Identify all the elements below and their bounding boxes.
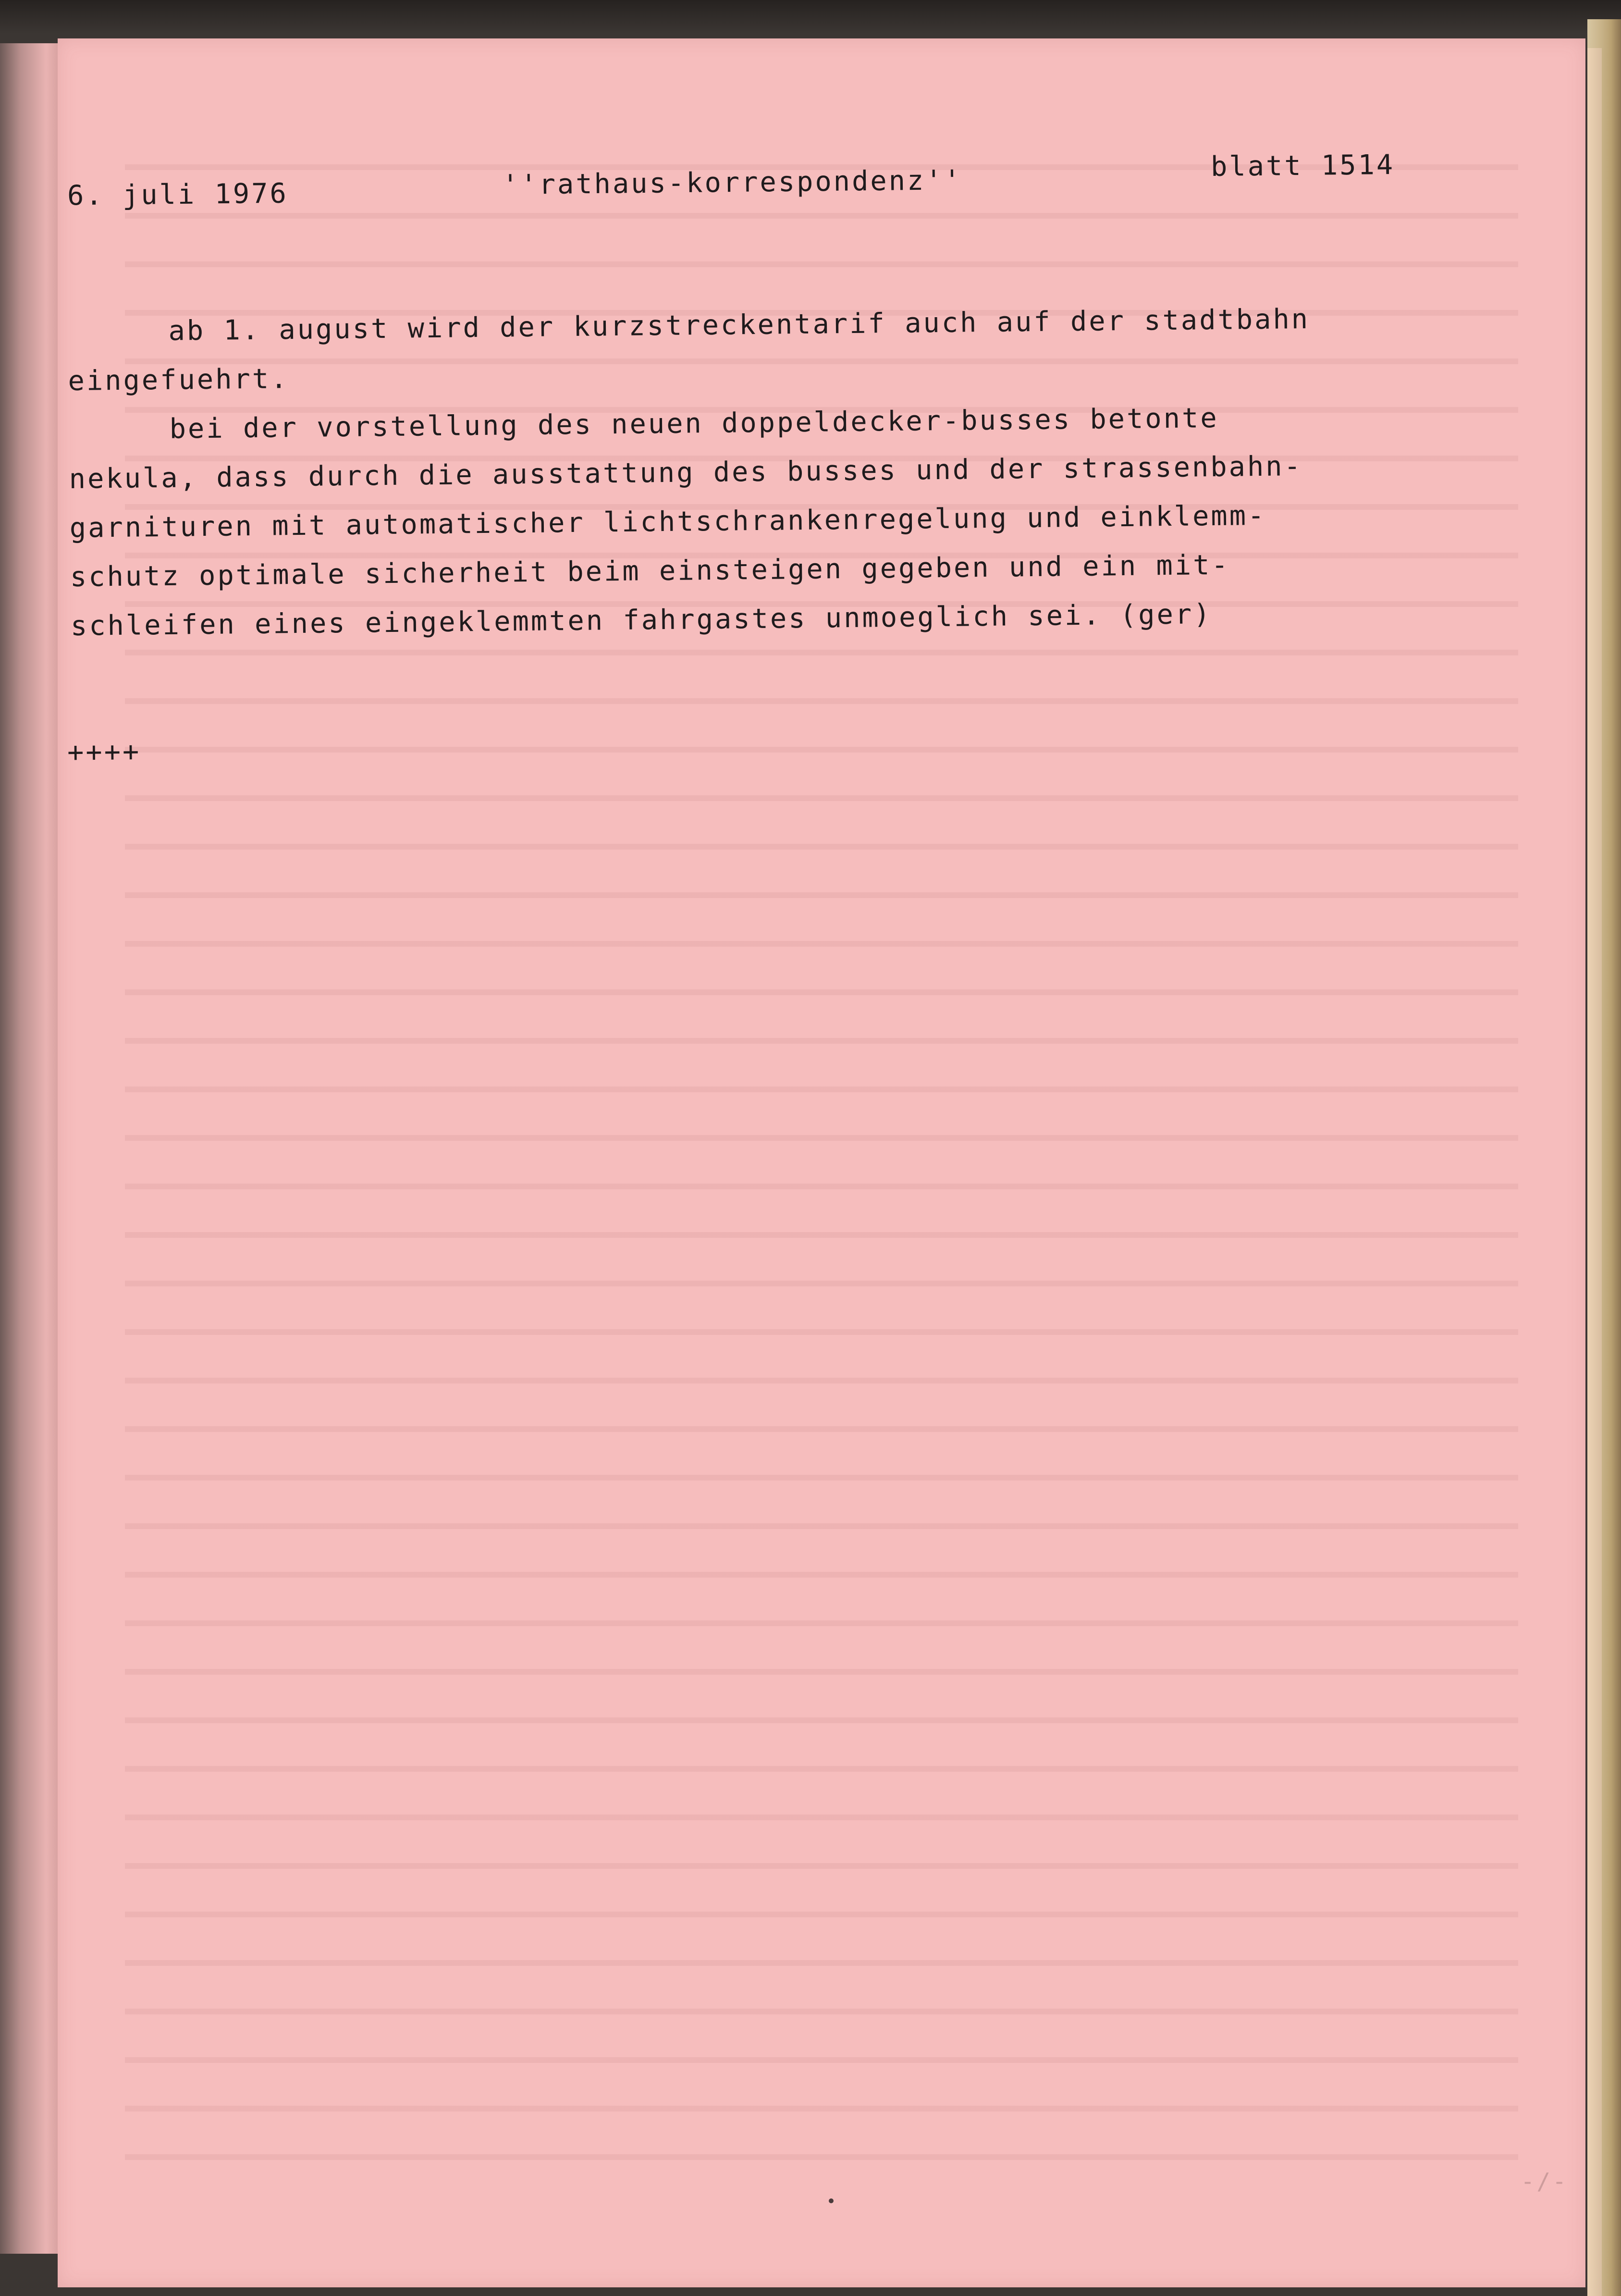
scanner-shadow [0, 0, 1621, 34]
body-text [67, 293, 1488, 651]
body-line: eingefuehrt. [68, 363, 289, 397]
header-sheet-number: blatt 1514 [1210, 148, 1395, 183]
header-publication: ''rathaus-korrespondenz'' [502, 164, 963, 201]
page-edge-highlight [1587, 48, 1602, 2296]
body-line: nekula, dass durch die ausstattung des busses und der strassenbahn- [69, 450, 1303, 495]
header-date: 6. juli 1976 [67, 177, 289, 212]
continuation-mark: -/- [1521, 2168, 1568, 2195]
body-line: garnituren mit automatischer lichtschrankenregelung und einklemm- [69, 499, 1266, 544]
body-line: bei der vorstellung des neuen doppeldecker-busses betonte [169, 402, 1219, 445]
paper-speck [829, 2198, 834, 2203]
body-line: ab 1. august wird der kurzstreckentarif auch auf der stadtbahn [168, 303, 1310, 347]
adjacent-page-edge [0, 43, 61, 2254]
body-line: schutz optimale sicherheit beim einsteigen gegeben und ein mit- [70, 549, 1230, 593]
body-line: schleifen eines eingeklemmten fahrgastes unmoeglich sei. (ger) [70, 598, 1212, 642]
end-mark: ++++ [67, 736, 141, 768]
stacked-page-edges [1587, 19, 1621, 2296]
